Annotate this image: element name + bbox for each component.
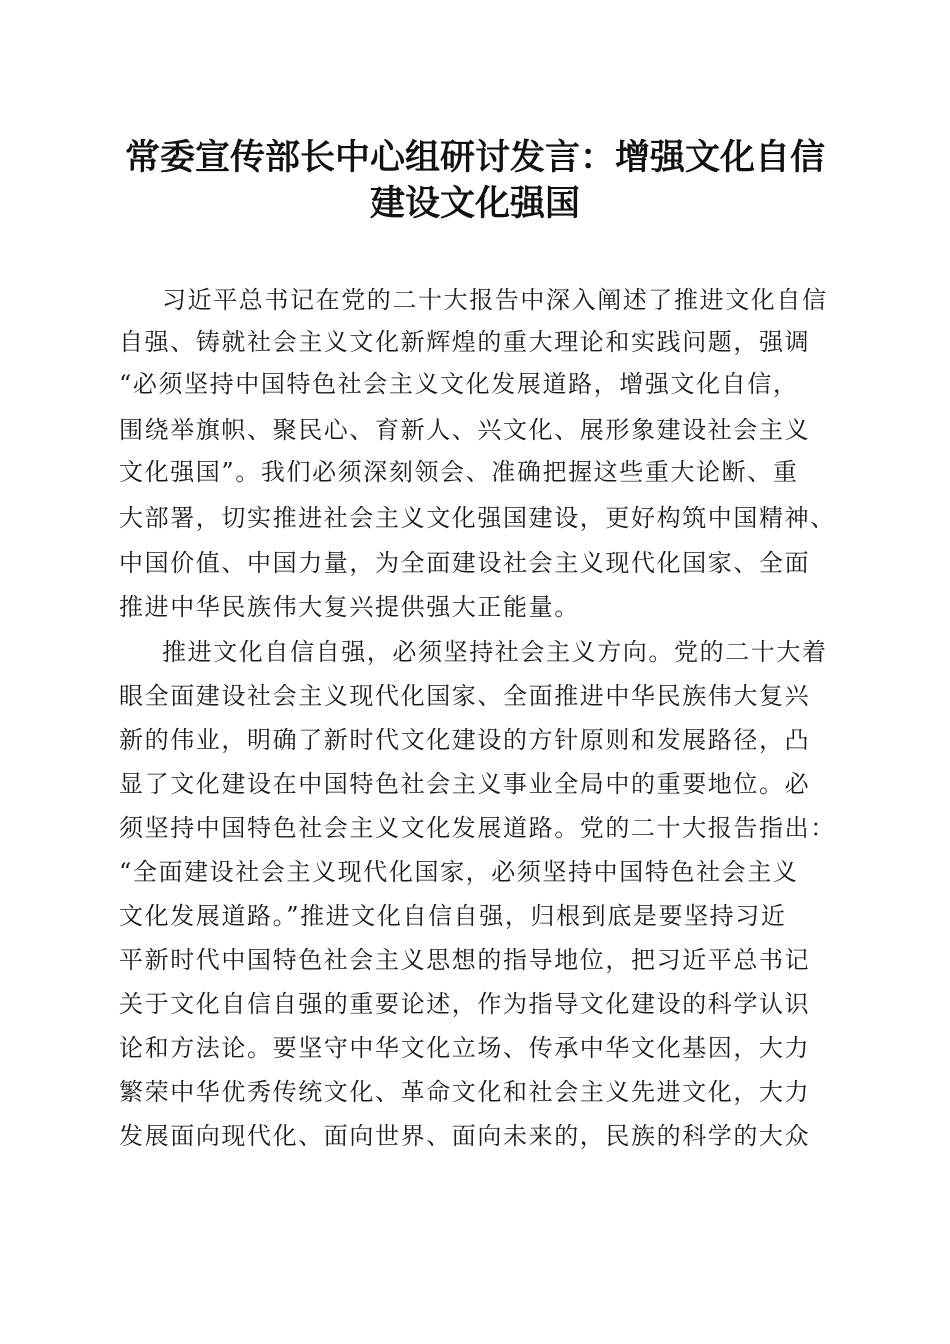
body-line: 论和方法论。要坚守中华文化立场、传承中华文化基因，大力 xyxy=(119,1034,811,1062)
body-line: 习近平总书记在党的二十大报告中深入阐述了推进文化自信 xyxy=(162,286,828,314)
body-line: 大部署，切实推进社会主义文化强国建设，更好构筑中国精神、 xyxy=(119,504,836,532)
body-line: 须坚持中国特色社会主义文化发展道路。党的二十大报告指出： xyxy=(119,814,836,842)
document-title-line-2: 建设文化强国 xyxy=(369,183,580,224)
body-line: 新的伟业，明确了新时代文化建设的方针原则和发展路径，凸 xyxy=(119,726,811,754)
body-line: 眼全面建设社会主义现代化国家、全面推进中华民族伟大复兴 xyxy=(119,682,811,710)
body-line: 平新时代中国特色社会主义思想的指导地位，把习近平总书记 xyxy=(119,946,811,974)
body-line: 推进中华民族伟大复兴提供强大正能量。 xyxy=(119,593,580,621)
body-line: “必须坚持中国特色社会主义文化发展道路，增强文化自信， xyxy=(119,370,799,398)
body-line: “全面建设社会主义现代化国家，必须坚持中国特色社会主义 xyxy=(119,858,799,886)
body-line: 繁荣中华优秀传统文化、革命文化和社会主义先进文化，大力 xyxy=(119,1078,811,1106)
document-title-line-1: 常委宣传部长中心组研讨发言：增强文化自信 xyxy=(124,137,825,178)
body-line: 自强、铸就社会主义文化新辉煌的重大理论和实践问题，强调 xyxy=(119,328,811,356)
body-line: 文化发展道路。”推进文化自信自强，归根到底是要坚持习近 xyxy=(119,902,787,930)
body-line: 发展面向现代化、面向世界、面向未来的，民族的科学的大众 xyxy=(119,1122,811,1150)
body-line: 关于文化自信自强的重要论述，作为指导文化建设的科学认识 xyxy=(119,990,811,1018)
body-line: 推进文化自信自强，必须坚持社会主义方向。党的二十大着 xyxy=(162,638,828,666)
body-line: 文化强国”。我们必须深刻领会、准确把握这些重大论断、重 xyxy=(119,458,799,486)
body-line: 显了文化建设在中国特色社会主义事业全局中的重要地位。必 xyxy=(119,770,811,798)
body-line: 围绕举旗帜、聚民心、育新人、兴文化、展形象建设社会主义 xyxy=(119,416,811,444)
body-line: 中国价值、中国力量，为全面建设社会主义现代化国家、全面 xyxy=(119,549,811,577)
